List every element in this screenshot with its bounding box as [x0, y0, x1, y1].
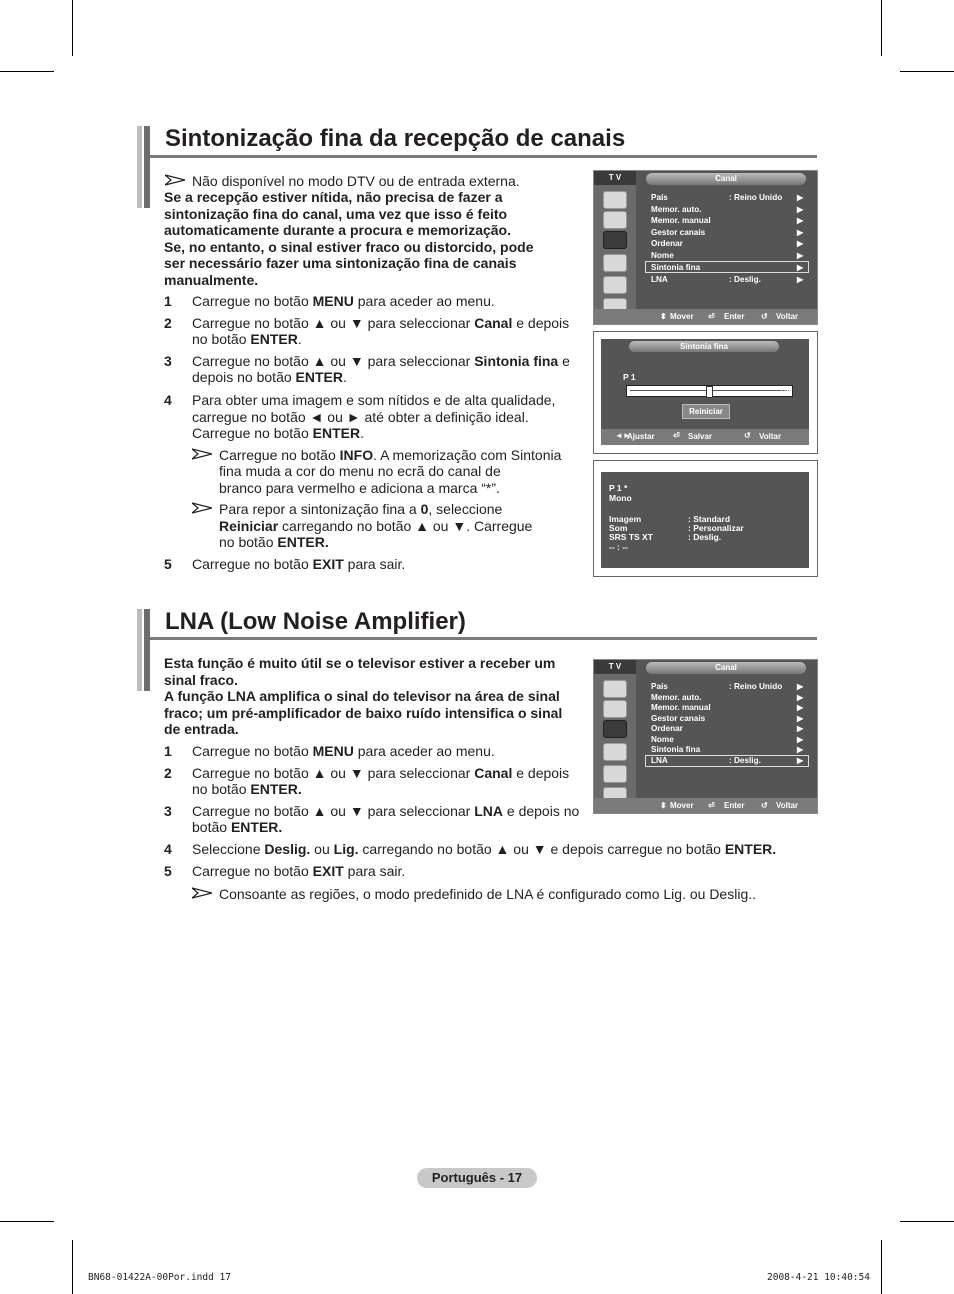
left-right-icon: ◄► [615, 431, 631, 440]
note-text: no botão ENTER. [219, 534, 329, 550]
note-arrow-icon [192, 502, 212, 514]
arrow-right-icon: ▶ [797, 227, 804, 237]
osd-channel: P 1 [623, 372, 636, 382]
info-value: : Deslig. [688, 532, 722, 542]
arrow-right-icon: ▶ [797, 274, 804, 284]
osd-value: : Deslig. [729, 756, 761, 765]
step-text: Carregue no botão ▲ ou ▼ para seleccionar Canal e depois [192, 765, 570, 781]
input-icon [603, 765, 627, 783]
note-text: Não disponível no modo DTV ou de entrada externa. [192, 173, 520, 189]
arrow-right-icon: ▶ [797, 724, 804, 733]
step-text: Carregue no botão MENU para aceder ao menu. [192, 293, 495, 309]
section-bar [137, 609, 142, 691]
section-bar [144, 609, 150, 691]
input-icon [603, 276, 627, 294]
fine-tune-thumb [706, 386, 713, 398]
arrow-right-icon: ▶ [797, 703, 804, 712]
return-icon: ↺ [744, 431, 751, 440]
move-icon: ⬍ [660, 312, 667, 321]
section-bar [137, 126, 142, 208]
step-text: botão ENTER. [192, 819, 283, 835]
arrow-right-icon: ▶ [797, 756, 804, 765]
osd-footer: ⬍ Mover ⏎ Enter ↺ Voltar [594, 798, 817, 813]
osd-item: Nome [651, 251, 674, 260]
step-number: 2 [164, 315, 172, 331]
step-text: carregue no botão ◄ ou ► até obter a definição ideal. [192, 408, 529, 425]
intro-line: manualmente. [164, 271, 259, 288]
osd-value: : Reino Unido [729, 193, 783, 202]
osd-item: Sintonia fina [651, 262, 701, 272]
osd-channel-menu [593, 659, 818, 814]
info-time: -- : -- [609, 542, 628, 552]
osd-tv-label: T V [594, 660, 636, 674]
step-text: Carregue no botão ▲ ou ▼ para seleccionar LNA e depois no [192, 803, 580, 819]
crop-mark [900, 1221, 954, 1222]
arrow-right-icon: ▶ [797, 262, 804, 272]
note-text: fina muda a cor do menu no ecrã do canal de [219, 463, 501, 479]
osd-header: Sintonia fina [629, 341, 779, 352]
intro-line: Esta função é muito útil se o televisor estiver a receber um [164, 655, 556, 671]
section-title: LNA (Low Noise Amplifier) [165, 608, 466, 635]
step-number: 5 [164, 556, 172, 572]
arrow-right-icon: ▶ [797, 251, 804, 260]
step-number: 4 [164, 392, 172, 408]
osd-footer: ⬍ Mover ⏎ Enter ↺ Voltar [594, 309, 817, 324]
intro-line: Se, no entanto, o sinal estiver fraco ou distorcido, pode [164, 238, 534, 255]
osd-item: País [651, 682, 668, 691]
osd-header: Canal [646, 173, 806, 185]
step-text: Carregue no botão MENU para aceder ao menu. [192, 743, 495, 759]
note-text: branco para vermelho e adiciona a marca “*”. [219, 479, 500, 496]
info-label: Imagem [609, 514, 642, 524]
section-bar [144, 126, 150, 208]
info-value: : Standard [688, 514, 731, 524]
step-text: Para obter uma imagem e som nítidos e de alta qualidade, [192, 392, 556, 408]
osd-item: Memor. auto. [651, 204, 702, 214]
osd-item: Sintonia fina [651, 745, 701, 754]
crop-mark [881, 1240, 882, 1294]
note-arrow-icon [192, 448, 212, 460]
step-text: Carregue no botão ▲ ou ▼ para seleccionar Sintonia fina e [192, 353, 570, 369]
arrow-right-icon: ▶ [797, 216, 804, 225]
step-text: Carregue no botão EXIT para sair. [192, 863, 406, 879]
crop-mark [72, 0, 73, 56]
info-label: SRS TS XT [609, 532, 653, 542]
osd-info [601, 472, 809, 568]
intro-line: fraco; um pré-amplificador de baixo ruído intensifica o sinal [164, 704, 563, 721]
step-number: 1 [164, 743, 172, 759]
osd-selection [645, 755, 809, 767]
step-number: 1 [164, 293, 172, 309]
intro-line: Se a recepção estiver nítida, não precisa de fazer a [164, 189, 503, 205]
step-number: 3 [164, 803, 172, 819]
info-label: Som [609, 523, 628, 533]
step-number: 5 [164, 863, 172, 879]
step-number: 2 [164, 765, 172, 781]
picture-icon [603, 191, 627, 209]
note-text: Carregue no botão INFO. A memorização com Sintonia [219, 447, 562, 463]
osd-item: LNA [651, 756, 668, 765]
intro-line: de entrada. [164, 721, 239, 737]
osd-header: Canal [646, 662, 806, 674]
section-rule [150, 155, 817, 158]
move-icon: ⬍ [660, 801, 667, 810]
sound-icon [603, 700, 627, 718]
osd-item: País [651, 193, 668, 202]
osd-item: Nome [651, 734, 674, 744]
crop-mark [900, 71, 954, 72]
osd-channel: P 1 * [609, 483, 628, 493]
channel-icon [603, 720, 627, 738]
step-text: no botão ENTER. [192, 781, 302, 797]
setup-icon [603, 254, 627, 272]
osd-tv-label: T V [594, 171, 636, 185]
return-icon: ↺ [761, 801, 768, 810]
section-rule [150, 637, 817, 640]
arrow-right-icon: ▶ [797, 692, 804, 702]
page-number: Português - 17 [417, 1168, 537, 1188]
osd-mode: Mono [609, 493, 632, 503]
osd-fine-tune-frame [593, 331, 818, 454]
osd-item: Ordenar [651, 239, 683, 248]
note-text: Reiniciar carregando no botão ▲ ou ▼. Carregue [219, 518, 533, 534]
crop-mark [0, 71, 54, 72]
intro-line: sintonização fina do canal, uma vez que isso é feito [164, 205, 508, 222]
osd-value: : Reino Unido [729, 682, 783, 691]
fine-tune-value: +3 [779, 387, 789, 397]
step-text: no botão ENTER. [192, 331, 302, 347]
note-arrow-icon [192, 887, 212, 899]
step-text: Seleccione Deslig. ou Lig. carregando no botão ▲ ou ▼ e depois carregue no botão ENTER. [192, 841, 777, 857]
osd-item: Gestor canais [651, 227, 706, 237]
osd-info-frame [593, 460, 818, 577]
slug-right: 2008-4-21 10:40:54 [767, 1272, 870, 1283]
osd-channel-menu [593, 170, 818, 325]
section-title: Sintonização fina da recepção de canais [165, 125, 626, 152]
step-text: depois no botão ENTER. [192, 369, 347, 385]
osd-item: Ordenar [651, 724, 683, 733]
arrow-right-icon: ▶ [797, 713, 804, 723]
step-number: 4 [164, 841, 172, 857]
crop-mark [0, 1221, 54, 1222]
intro-line: sinal fraco. [164, 671, 238, 688]
save-icon: ⏎ [673, 431, 680, 440]
arrow-right-icon: ▶ [797, 204, 804, 214]
step-text: Carregue no botão EXIT para sair. [192, 556, 406, 572]
picture-icon [603, 680, 627, 698]
return-icon: ↺ [761, 312, 768, 321]
osd-footer: ◄► Ajustar ⏎ Salvar ↺ Voltar [601, 429, 809, 445]
intro-line: A função LNA amplifica o sinal do televisor na área de sinal [164, 688, 560, 704]
crop-mark [72, 1240, 73, 1294]
step-number: 3 [164, 353, 172, 369]
crop-mark [881, 0, 882, 56]
intro-line: automaticamente durante a procura e memorização. [164, 222, 511, 238]
note-text: Para repor a sintonização fina a 0, seleccione [219, 501, 503, 517]
fine-tune-bar [626, 385, 793, 397]
setup-icon [603, 743, 627, 761]
info-value: : Personalizar [688, 523, 744, 533]
osd-fine-tune [601, 339, 809, 445]
sound-icon [603, 211, 627, 229]
osd-item: Memor. auto. [651, 692, 702, 702]
osd-item: Memor. manual [651, 216, 711, 225]
osd-value: : Deslig. [729, 274, 761, 284]
note-arrow-icon [165, 174, 185, 186]
step-text: Carregue no botão ENTER. [192, 425, 364, 441]
arrow-right-icon: ▶ [797, 682, 804, 691]
reset-button: Reiniciar [682, 404, 730, 419]
step-text: Carregue no botão ▲ ou ▼ para seleccionar Canal e depois [192, 315, 570, 331]
note-text: Consoante as regiões, o modo predefinido de LNA é configurado como Lig. ou Deslig.. [219, 886, 757, 902]
enter-icon: ⏎ [708, 801, 715, 810]
intro-line: ser necessário fazer uma sintonização fina de canais [164, 255, 517, 271]
arrow-right-icon: ▶ [797, 239, 804, 248]
osd-item: Gestor canais [651, 713, 706, 723]
arrow-right-icon: ▶ [797, 734, 804, 744]
arrow-right-icon: ▶ [797, 745, 804, 754]
arrow-right-icon: ▶ [797, 193, 804, 202]
enter-icon: ⏎ [708, 312, 715, 321]
osd-item: Memor. manual [651, 703, 711, 712]
osd-item: LNA [651, 274, 668, 284]
slug-left: BN68-01422A-00Por.indd 17 [88, 1272, 231, 1283]
channel-icon [603, 231, 627, 249]
